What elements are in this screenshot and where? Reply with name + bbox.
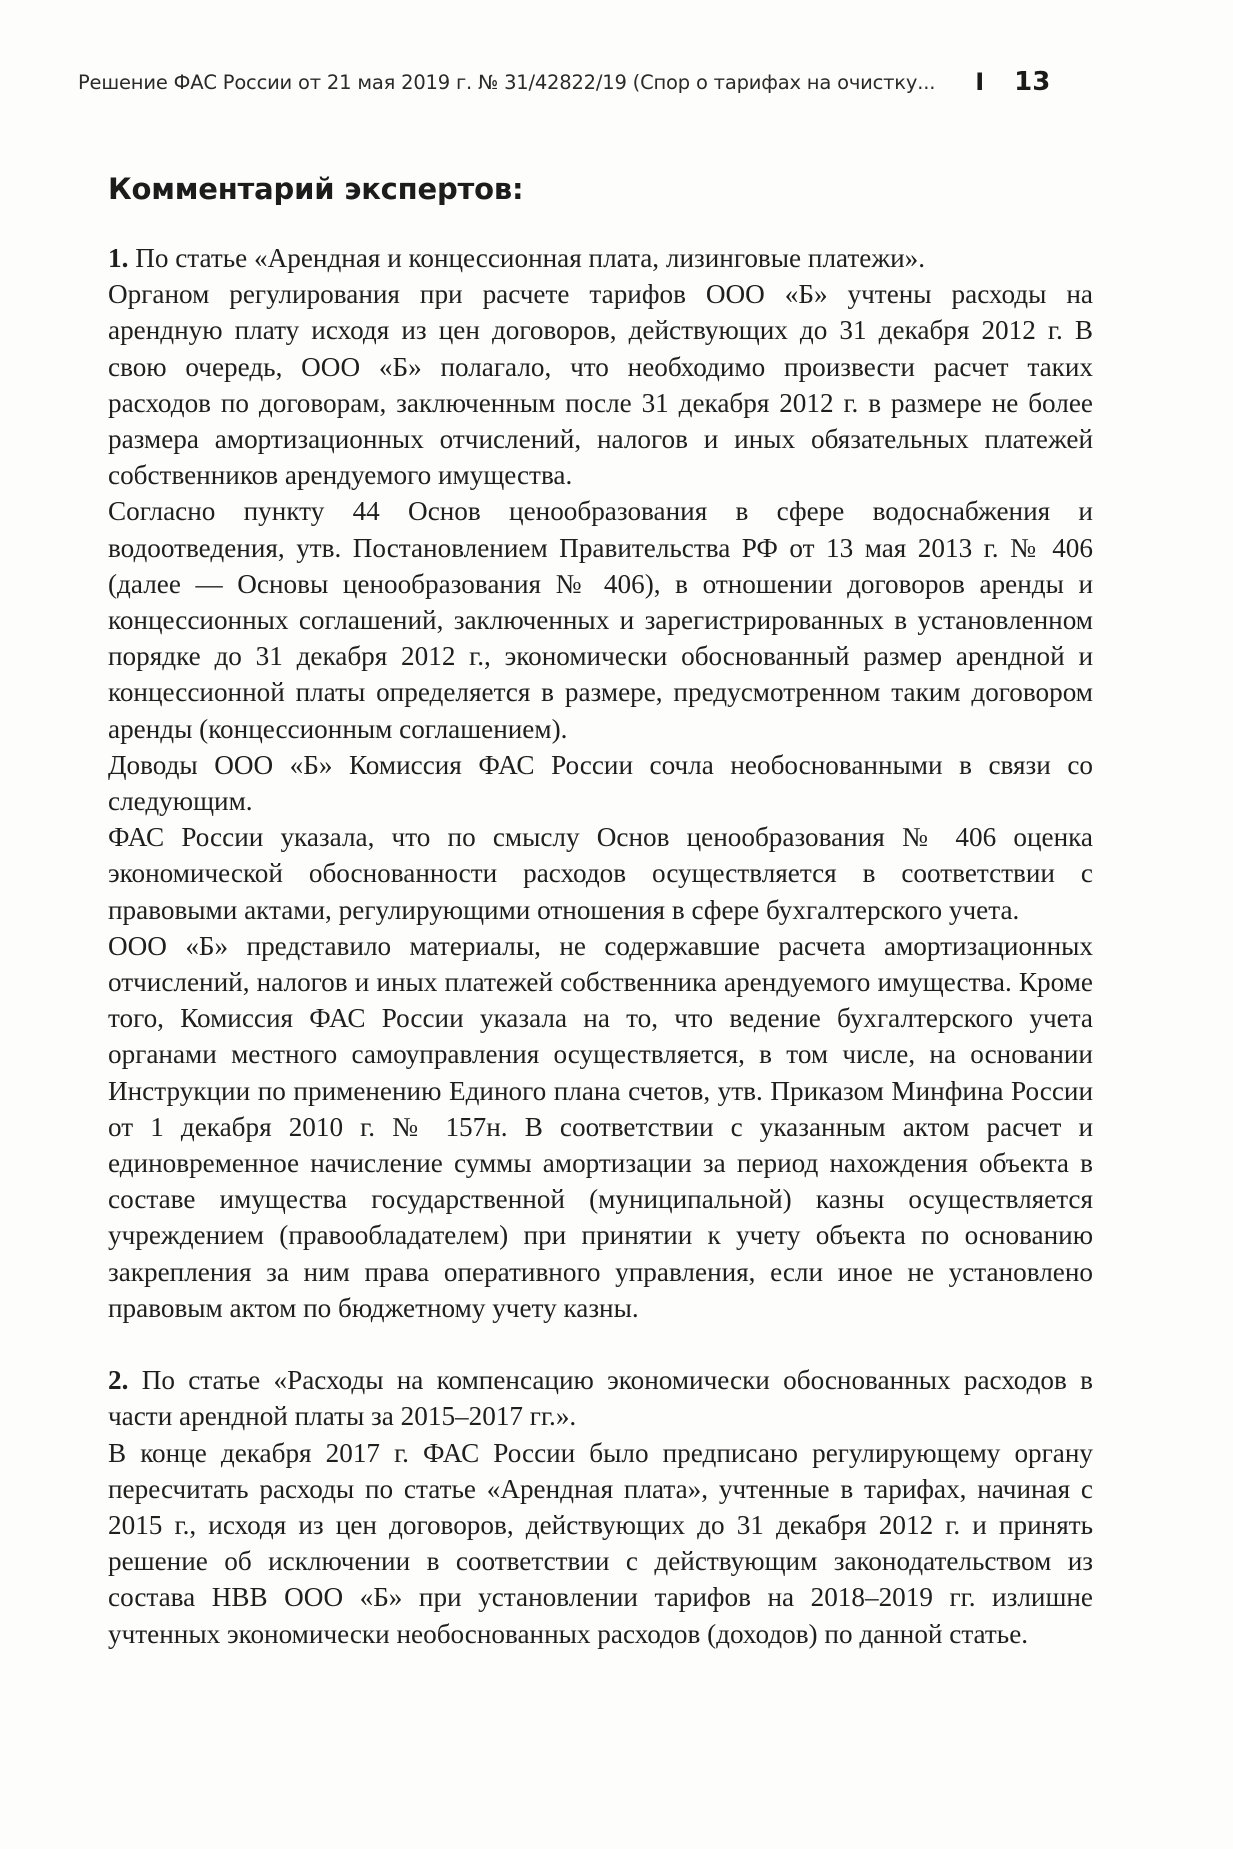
paragraph: В конце декабря 2017 г. ФАС России было предписано регулирующему органу пересчитать расходы по статье «Арендная плата», учтенные в тарифах, начиная с 2015 г., исходя из цен договоров, действующих до 31 декабря 2012 г. и принять решение об исключении в соответствии с действующим законодательством из состава НВВ ООО «Б» при установлении тарифов на 2018–2019 гг. излишне учтенных экономически необоснованных расходов (доходов) по данной статье.: [108, 1437, 1093, 1649]
paragraph-text: По статье «Расходы на компенсацию экономически обоснованных расходов в части арендной платы за 2015–2017 гг.».: [108, 1365, 1093, 1432]
item-number-2: 2.: [108, 1365, 129, 1396]
running-head: [78, 62, 1083, 102]
paragraph-1-title: [108, 240, 1093, 276]
paragraph-2-title: [108, 1362, 1093, 1434]
section-heading: Комментарий экспертов:: [108, 172, 524, 206]
running-head-separator: I: [975, 68, 985, 96]
paragraph: Доводы ООО «Б» Комиссия ФАС России сочла необоснованными в связи со следующим.: [108, 749, 1093, 817]
body-text: [108, 240, 1093, 1652]
page-number: 13: [1014, 67, 1051, 97]
paragraph: Согласно пункту 44 Основ ценообразования в сфере водоснабжения и водоотведения, утв. Постановлением Правительства РФ от 13 мая 2013 г. № 406 (далее — Основы ценообразования № 406), в отношении договоров аренды и концессионных соглашений, заключенных и зарегистрированных в установленном порядке до 31 декабря 2012 г., экономически обоснованный размер арендной и концессионной платы определяется в размере, предусмотренном таким договором аренды (концессионным соглашением).: [108, 496, 1093, 744]
item-number-1: 1.: [108, 243, 129, 273]
running-head-title: Решение ФАС России от 21 мая 2019 г. № 31/42822/19 (Спор о тарифах на очистку...: [78, 70, 936, 94]
paragraph-text: По статье «Арендная и концессионная плата, лизинговые платежи».: [128, 243, 926, 273]
paragraph: Органом регулирования при расчете тарифов ООО «Б» учтены расходы на арендную плату исходя из цен договоров, действующих до 31 декабря 2012 г. В свою очередь, ООО «Б» полагало, что необходимо произвести расчет таких расходов по договорам, заключенным после 31 декабря 2012 г. в размере не более размера амортизационных отчислений, налогов и иных обязательных платежей собственников арендуемого имущества.: [108, 279, 1093, 491]
paragraph: ООО «Б» представило материалы, не содержавшие расчета амортизационных отчислений, налогов и иных платежей собственника арендуемого имущества. Кроме того, Комиссия ФАС России указала на то, что ведение бухгалтерского учета органами местного самоуправления осуществляется, в том числе, на основании Инструкции по применению Единого плана счетов, утв. Приказом Минфина России от 1 декабря 2010 г. № 157н. В соответствии с указанным актом расчет и единовременное начисление суммы амортизации за период нахождения объекта в составе имущества государственной (муниципальной) казны осуществляется учреждением (правообладателем) при принятии к учету объекта по основанию закрепления за ним права оперативного управления, если иное не установлено правовым актом по бюджетному учету казны.: [108, 930, 1093, 1323]
paragraph: ФАС России указала, что по смыслу Основ ценообразования № 406 оценка экономической обоснованности расходов осуществляется в соответствии с правовыми актами, регулирующими отношения в сфере бухгалтерского учета.: [108, 822, 1093, 925]
